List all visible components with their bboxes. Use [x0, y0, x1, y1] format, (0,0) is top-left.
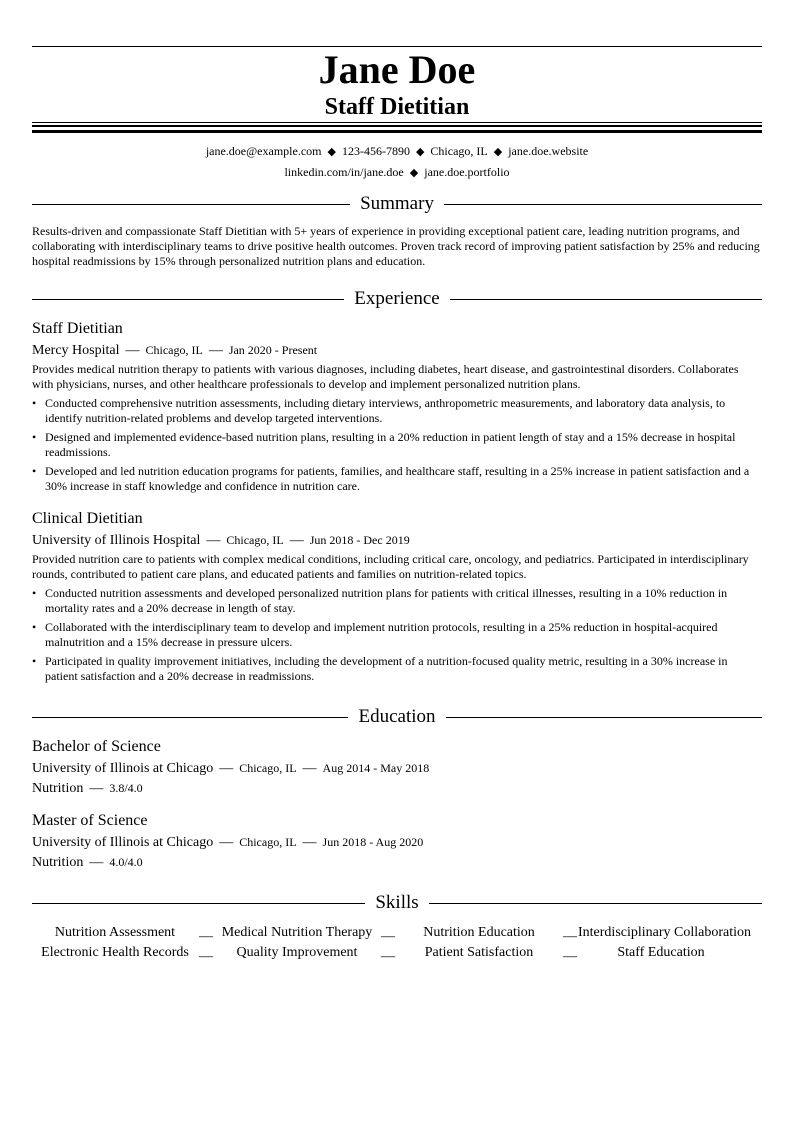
bullet-icon: • — [32, 396, 37, 410]
skills-row: Electronic Health Records — Quality Improvement — Patient Satisfaction — Staff Education — [32, 942, 762, 962]
school-line: University of Illinois at Chicago — Chicago, IL — Jun 2018 - Aug 2020 — [32, 835, 424, 850]
school-line: University of Illinois at Chicago — Chicago, IL — Aug 2014 - May 2018 — [32, 761, 430, 776]
contact-location: Chicago, IL — [430, 144, 488, 158]
skill-item: Staff Education — [617, 945, 705, 960]
diamond-icon: ◆ — [493, 146, 503, 158]
diamond-icon: ◆ — [409, 167, 419, 179]
job-org-line: University of Illinois Hospital — Chicago, IL — Jun 2018 - Dec 2019 — [32, 533, 410, 548]
skill-item: Nutrition Assessment — [54, 925, 176, 940]
job-location: Chicago, IL — [145, 343, 203, 357]
skill-item: Electronic Health Records — [41, 945, 189, 960]
list-item: • Collaborated with the interdisciplinary team to develop and implement nutrition protocols, resulting in a 25% reduction in hospital-acquired malnutrition and a 15% decrease in pressure ulcers. — [32, 620, 718, 649]
skills-heading: Skills — [375, 892, 419, 913]
skill-item: Interdisciplinary Collaboration — [578, 925, 752, 940]
header-rule-thick — [32, 125, 762, 127]
job-location: Chicago, IL — [226, 533, 284, 547]
field-of-study: Nutrition — [32, 855, 84, 870]
header-rule-thin — [32, 122, 762, 123]
skills-row: Nutrition Assessment — Medical Nutrition Therapy — Nutrition Education — Interdisciplinary Collaboration — [32, 922, 762, 942]
summary-text: Results-driven and compassionate Staff Dietitian with 5+ years of experience in providing exceptional patient care, leading nutrition programs, and collaborating with interdisciplinary teams to drive positive health outcomes. Proven track record of improving patient satisfaction by 25% and reducing hospital readmissions by 15% through personalized nutrition plans and education. — [32, 224, 760, 268]
job-org: Mercy Hospital — [32, 343, 120, 358]
degree-title: Master of Science — [32, 812, 148, 829]
summary-heading: Summary — [360, 193, 434, 214]
diamond-icon: ◆ — [327, 146, 336, 158]
experience-heading: Experience — [354, 288, 440, 309]
list-item: • Participated in quality improvement initiatives, including the development of a nutrition-focused quality metric, resulting in a 30% increase in patient satisfaction and a 20% decrease in readmissions. — [32, 654, 728, 683]
job-bullets — [32, 396, 762, 498]
summary-section-heading — [32, 193, 762, 215]
experience-section-heading — [32, 288, 762, 310]
contact-phone[interactable]: 123-456-7890 — [341, 144, 410, 158]
candidate-name: Jane Doe — [318, 47, 476, 92]
job-description: Provides medical nutrition therapy to patients with various diagnoses, including diabetes, heart disease, and gastrointestinal disorders. Collaborates with physicians, nurses, and other healthcare professionals to develop and implement personalized nutrition plans. — [32, 362, 739, 391]
list-item: • Developed and led nutrition education programs for patients, families, and healthcare staff, resulting in a 25% increase in patient satisfaction and a 30% increase in staff knowledge and confidence in nutrition care. — [32, 464, 750, 493]
bullet-icon: • — [32, 464, 37, 478]
skill-item: Quality Improvement — [236, 945, 358, 960]
school-name: University of Illinois at Chicago — [32, 761, 214, 776]
bullet-icon: • — [32, 430, 37, 444]
header-rule-thick-2 — [32, 130, 762, 133]
contact-linkedin[interactable]: linkedin.com/in/jane.doe — [284, 165, 404, 179]
gpa: 3.8/4.0 — [109, 781, 143, 795]
field-line: Nutrition — 3.8/4.0 — [32, 781, 143, 796]
skill-item: Patient Satisfaction — [424, 945, 534, 960]
contact-website[interactable]: jane.doe.website — [508, 144, 589, 158]
contact-line-2 — [32, 164, 762, 181]
contact-line-1 — [32, 143, 762, 160]
skill-item: Nutrition Education — [423, 925, 535, 940]
job-bullets — [32, 586, 762, 688]
school-dates: Jun 2018 - Aug 2020 — [322, 835, 424, 849]
list-item: • Designed and implemented evidence-based nutrition plans, resulting in a 20% reduction in patient length of stay and a 15% decrease in hospital readmissions. — [32, 430, 736, 459]
bullet-icon: • — [32, 620, 37, 634]
job-title: Clinical Dietitian — [32, 510, 143, 527]
list-item: • Conducted comprehensive nutrition assessments, including dietary interviews, anthropometric measurements, and laboratory data analysis, to identify nutrition-related problems and develop targeted interventions. — [32, 396, 726, 425]
field-line: Nutrition — 4.0/4.0 — [32, 855, 143, 870]
contact-email[interactable]: jane.doe@example.com — [205, 144, 322, 158]
school-dates: Aug 2014 - May 2018 — [322, 761, 430, 775]
diamond-icon: ◆ — [415, 146, 425, 158]
skill-item: Medical Nutrition Therapy — [221, 925, 373, 940]
list-item: • Conducted nutrition assessments and developed personalized nutrition plans for patients with critical illnesses, resulting in a 10% reduction in mortality rates and a 20% decrease in length of stay. — [32, 586, 728, 615]
education-heading: Education — [358, 706, 436, 727]
job-org: University of Illinois Hospital — [32, 533, 201, 548]
degree-title: Bachelor of Science — [32, 738, 161, 755]
skills-section-heading — [32, 892, 762, 914]
school-location: Chicago, IL — [239, 761, 297, 775]
job-description: Provided nutrition care to patients with complex medical conditions, including critical care, oncology, and pediatrics. Participated in interdisciplinary rounds, contributed to patient care plans, and educated patients and families on nutrition-related topics. — [32, 552, 749, 581]
job-org-line: Mercy Hospital — Chicago, IL — Jan 2020 - Present — [32, 343, 318, 358]
gpa: 4.0/4.0 — [109, 855, 143, 869]
education-section-heading — [32, 706, 762, 728]
school-name: University of Illinois at Chicago — [32, 835, 214, 850]
skills-grid — [32, 922, 762, 962]
field-of-study: Nutrition — [32, 781, 84, 796]
contact-portfolio[interactable]: jane.doe.portfolio — [424, 165, 510, 179]
job-dates: Jun 2018 - Dec 2019 — [309, 533, 410, 547]
job-dates: Jan 2020 - Present — [228, 343, 318, 357]
school-location: Chicago, IL — [239, 835, 297, 849]
bullet-icon: • — [32, 586, 37, 600]
candidate-headline: Staff Dietitian — [324, 94, 470, 120]
job-title: Staff Dietitian — [32, 320, 123, 337]
bullet-icon: • — [32, 654, 37, 668]
